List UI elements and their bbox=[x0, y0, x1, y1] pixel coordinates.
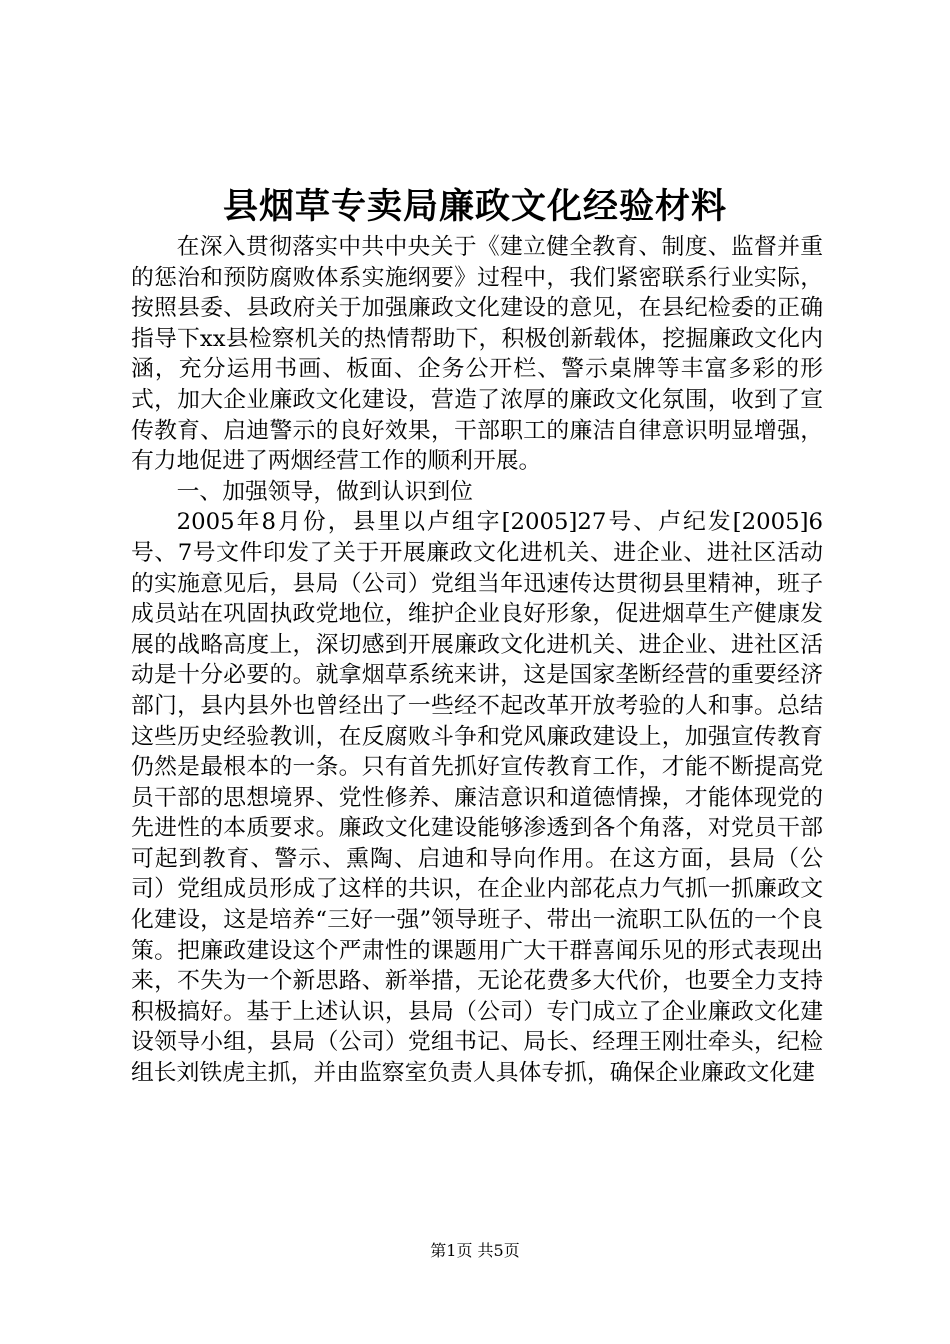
document-body bbox=[131, 232, 823, 1089]
paragraph-section-1: 2005年8月份，县里以卢组字[2005]27号、卢纪发[2005]6号、7号文件印发了关于开展廉政文化进机关、进企业、进社区活动的实施意见后，县局（公司）党组当年迅速传达贯彻县里精神，班子成员站在巩固执政党地位，维护企业良好形象，促进烟草生产健康发展的战略高度上，深切感到开展廉政文化进机关、进企业、进社区活动是十分必要的。就拿烟草系统来讲，这是国家垄断经营的重要经济部门，县内县外也曾经出了一些经不起改革开放考验的人和事。总结这些历史经验教训，在反腐败斗争和党风廉政建设上，加强宣传教育仍然是最根本的一条。只有首先抓好宣传教育工作，才能不断提高党员干部的思想境界、党性修养、廉洁意识和道德情操，才能体现党的先进性的本质要求。廉政文化建设能够渗透到各个角落，对党员干部可起到教育、警示、熏陶、启迪和导向作用。在这方面，县局（公司）党组成员形成了这样的共识，在企业内部花点力气抓一抓廉政文化建设，这是培养“三好一强”领导班子、带出一流职工队伍的一个良策。把廉政建设这个严肃性的课题用广大干群喜闻乐见的形式表现出来，不失为一个新思路、新举措，无论花费多大代价，也要全力支持积极搞好。基于上述认识，县局（公司）专门成立了企业廉政文化建设领导小组，县局（公司）党组书记、局长、经理王刚壮牵头，纪检组长刘铁虎主抓，并由监察室负责人具体专抓，确保企业廉政文化建 bbox=[131, 509, 823, 1087]
page-number-footer: 第1页 共5页 bbox=[430, 1241, 520, 1260]
document-title: 县烟草专卖局廉政文化经验材料 bbox=[222, 186, 727, 227]
paragraph-intro: 在深入贯彻落实中共中央关于《建立健全教育、制度、监督并重的惩治和预防腐败体系实施纲要》过程中，我们紧密联系行业实际，按照县委、县政府关于加强廉政文化建设的意见，在县纪检委的正确指导下xx县检察机关的热情帮助下，积极创新载体，挖掘廉政文化内涵，充分运用书画、板面、企务公开栏、警示桌牌等丰富多彩的形式，加大企业廉政文化建设，营造了浓厚的廉政文化氛围，收到了宣传教育、启迪警示的良好效果，干部职工的廉洁自律意识明显增强，有力地促进了两烟经营工作的顺利开展。 bbox=[131, 234, 823, 475]
section-heading-1: 一、加强领导，做到认识到位 bbox=[176, 478, 473, 505]
